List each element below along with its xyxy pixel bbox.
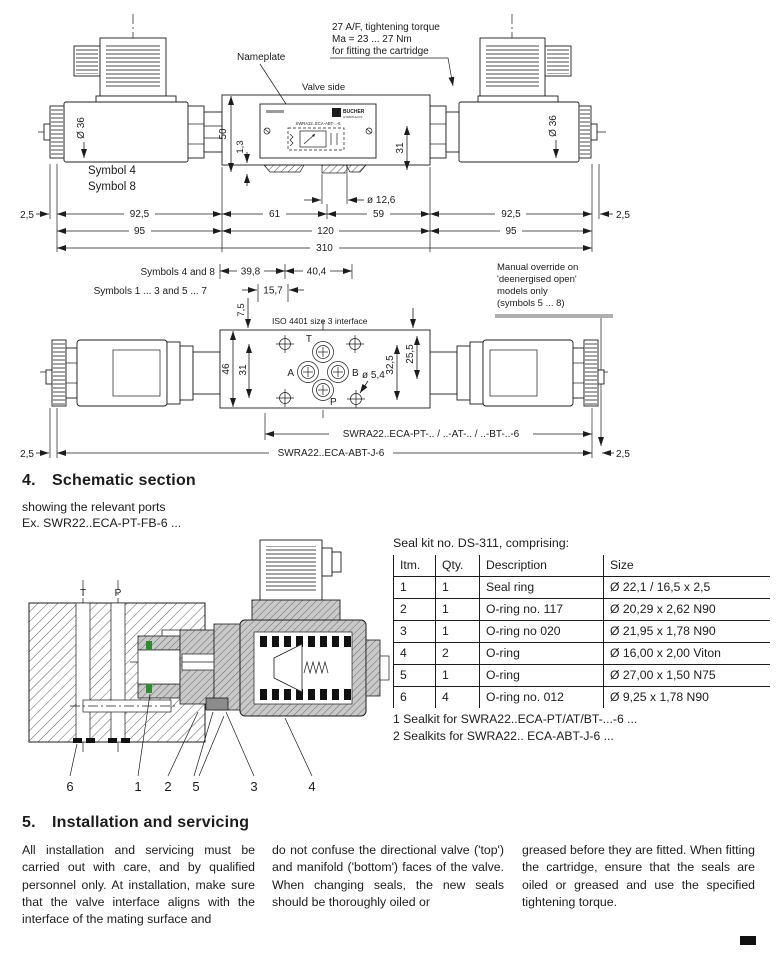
override-line4: (symbols 5 ... 8) [497,298,565,309]
cell-itm: 4 [394,643,436,665]
table-row [394,687,770,709]
t-channel [76,603,90,742]
dim-31-top-label: 31 [238,364,249,376]
seal-ring [146,684,152,693]
schematic-port-t-label: T [79,588,87,599]
section5-paragraph-1: All installation and servicing must be carried out with care, and by qualified personnel only. At installation, make sure that the valve interface aligns with the interface of the mating surface and [22,843,255,927]
bottom-seal [108,738,117,743]
model-dim-line-1 [265,427,592,440]
dim-31-label: 31 [395,142,406,154]
col-description: Description [480,555,604,577]
schematic-port-p-label: P [114,588,122,599]
dim-61-label: 61 [268,209,281,220]
nameplate-brand-sub: HYDRAULICS [343,115,363,119]
cell-size: Ø 21,95 x 1,78 N90 [604,621,770,643]
dim-25-right2-label: 2,5 [616,449,630,460]
cell-qty: 1 [436,599,480,621]
callout-5: 5 [192,779,200,794]
nameplate-label: Nameplate [237,52,286,63]
cell-size: Ø 9,25 x 1,78 N90 [604,687,770,709]
override-line3: models only [497,286,548,297]
nameplate [260,104,376,158]
table-row [394,665,770,687]
callout-3: 3 [250,779,258,794]
cell-description: O-ring no 020 [480,621,604,643]
cell-qty: 1 [436,665,480,687]
cell-description: Seal ring [480,577,604,599]
section5-title: Installation and servicing [52,814,250,831]
torque-note-line3: for fitting the cartridge [332,46,429,57]
nameplate-brand: BUCHER [343,109,365,115]
dim-404-label: 40,4 [306,266,327,278]
seal-kit-table [393,555,770,708]
cell-size: Ø 22,1 / 16,5 x 2,5 [604,577,770,599]
dim-59-label: 59 [372,209,385,220]
cell-itm: 5 [394,665,436,687]
port-b-label: B [352,368,359,379]
section4-subtitle-1: showing the relevant ports [22,500,166,514]
dim-row-1 [20,207,630,221]
dim-75-label: 7,5 [236,303,247,317]
cell-description: O-ring [480,665,604,687]
model-line2-label: SWRA22..ECA-ABT-J-6 [277,448,385,459]
cell-qty: 1 [436,577,480,599]
dim-12-6 [304,174,396,206]
dim-325-label: 32,5 [385,355,396,375]
callout-4: 4 [308,779,316,794]
port-b [328,362,349,383]
override-line1: Manual override on [497,262,579,273]
table-row [394,621,770,643]
table-row [394,643,770,665]
section5-number: 5. [22,814,36,831]
section5-column-3 [522,842,755,911]
dia36-right-label: Ø 36 [548,115,559,137]
symbol4-label: Symbol 4 [88,165,136,177]
section4-subtitle-2: Ex. SWR22..ECA-PT-FB-6 ... [22,516,182,530]
bucher-logo-letter: b [334,110,339,118]
callout-2: 2 [164,779,172,794]
valve-body-top-view [220,330,430,408]
bottom-seal [86,738,95,743]
callout-6: 6 [66,779,74,794]
valve-body [222,95,430,173]
symbols-1-3-5-7-label: Symbols 1 ... 3 and 5 ... 7 [93,286,207,297]
cell-qty: 1 [436,621,480,643]
dim-13-label: 1,3 [235,140,246,154]
dim-25-left-label: 2,5 [20,210,34,221]
model-dim-line-2 [20,446,630,460]
port-t-label: T [305,334,312,345]
bottom-seal [121,738,130,743]
cell-itm: 6 [394,687,436,709]
cell-description: O-ring no. 012 [480,687,604,709]
seal-ring [146,641,152,650]
locating-stud [322,165,347,173]
valve-side-label: Valve side [302,82,346,93]
port-p-label: P [330,397,337,408]
iso-interface-label: ISO 4401 size 3 interface [272,316,368,326]
din-connector-section [252,540,341,620]
seal-kit-note-2: 2 Sealkits for SWRA22.. ECA-ABT-J-6 ... [393,728,614,743]
cell-qty: 2 [436,643,480,665]
port-a-label: A [287,368,294,379]
dim-row-3 [57,241,592,254]
dim-39-8 [220,264,352,279]
table-row [394,599,770,621]
interface-pad-right [346,165,366,172]
cell-itm: 1 [394,577,436,599]
cell-description: O-ring [480,643,604,665]
section5-column-2 [272,842,504,911]
right-solenoid-assembly [430,38,597,162]
torque-note-line2: Ma = 23 ... 27 Nm [332,34,412,45]
seal-kit-panel [393,536,769,744]
port-a [298,362,319,383]
port-t [313,342,334,363]
page-corner-mark [740,936,756,945]
seal-kit-title: Seal kit no. DS-311, comprising: [393,536,570,550]
section4-heading [22,472,196,490]
table-row [394,577,770,599]
dimension-drawing-side-view [0,0,777,258]
dim-95-right-label: 95 [505,226,517,237]
table-header-row [394,555,770,577]
dim-157-label: 15,7 [263,285,283,297]
dim-120-label: 120 [317,226,334,237]
cell-size: Ø 20,29 x 2,62 N90 [604,599,770,621]
symbol8-label: Symbol 8 [88,181,136,193]
seal-kit-note-1: 1 Sealkit for SWRA22..ECA-PT/AT/BT-...-6 ... [393,712,638,726]
dim-398-label: 39,8 [240,266,261,278]
dim-126-label: ø 12,6 [367,195,396,206]
dim-925-left-label: 92,5 [129,209,150,220]
right-solenoid-top-view [430,340,604,406]
dim-46-label: 46 [221,363,232,375]
dim-310-label: 310 [316,243,333,254]
dim-925-right-label: 92,5 [501,209,521,220]
dim-95-left-label: 95 [133,226,146,237]
col-itm: Itm. [394,555,436,577]
override-line2: 'deenergised open' [497,274,577,285]
section5-heading [22,814,249,832]
section5-paragraph-2: do not confuse the directional valve ('top') and manifold ('bottom') faces of the valve. When changing seals, the new seals should be thoroughly oiled or [272,843,504,909]
section4-number: 4. [22,472,36,489]
col-qty: Qty. [436,555,480,577]
cell-itm: 3 [394,621,436,643]
callout-1: 1 [134,779,142,794]
section5-paragraph-3: greased before they are fitted. When fitting the cartridge, ensure that the seals are oiled or greased and use the specified tightening torque. [522,843,755,909]
col-size: Size [604,555,770,577]
dim-row-2 [57,224,592,237]
bottom-seal [73,738,82,743]
dimension-drawing-top-view [0,258,777,470]
torque-note [330,22,453,86]
model-line1-label: SWRA22..ECA-PT-.. / ..-AT-.. / ..-BT-..-6 [342,429,520,440]
left-solenoid-top-view [46,340,220,406]
symbols-4-8-label: Symbols 4 and 8 [140,267,215,278]
dim-25-right-label: 2,5 [616,210,630,221]
section5-column-1 [22,842,255,928]
cell-size: Ø 27,00 x 1,50 N75 [604,665,770,687]
dim-7-5 [236,298,248,328]
schematic-section-drawing [10,532,410,802]
torque-note-line1: 27 A/F, tightening torque [332,22,440,33]
cell-qty: 4 [436,687,480,709]
cell-description: O-ring no. 117 [480,599,604,621]
dim-54-label: ø 5,4 [362,370,385,381]
interface-pad-left [264,165,304,172]
p-channel [111,603,125,742]
left-solenoid-assembly [44,38,222,162]
retaining-nut [206,698,228,710]
cell-itm: 2 [394,599,436,621]
nameplate-model: SWRA22..ECA-ABT-..-6 [295,121,341,126]
solenoid-coil-section [240,540,389,716]
dim-25-left2-label: 2,5 [20,449,34,460]
dim-255-label: 25,5 [405,344,416,364]
cell-size: Ø 16,00 x 2,00 Viton [604,643,770,665]
dim-15-7 [242,284,304,302]
dia36-left-label: Ø 36 [76,117,87,139]
section4-title: Schematic section [52,472,196,489]
dim-50-label: 50 [218,128,229,140]
